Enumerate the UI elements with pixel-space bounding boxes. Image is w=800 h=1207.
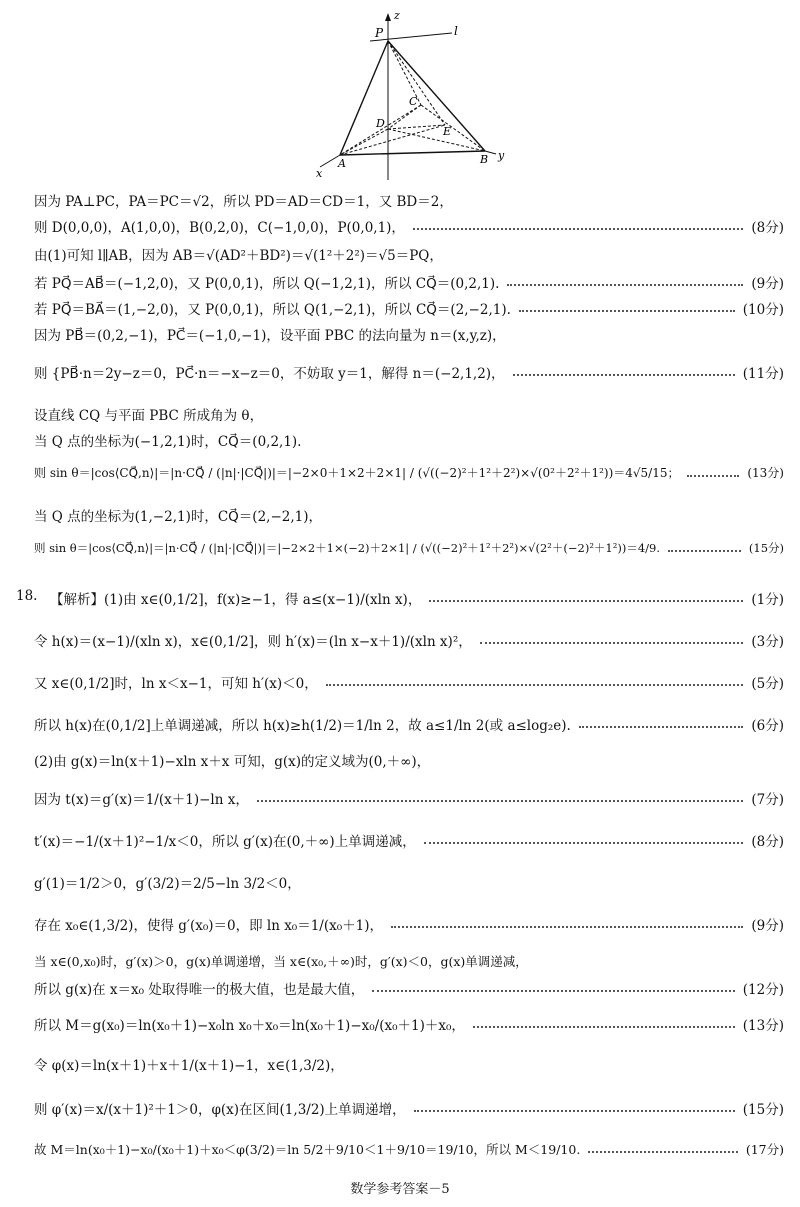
leader-dots xyxy=(424,842,744,844)
solution-line: 当 Q 点的坐标为(1,−2,1)时，CQ⃗＝(2,−2,1)， xyxy=(34,509,322,525)
score: (6分) xyxy=(751,718,784,734)
label-B: B xyxy=(480,153,489,166)
label-z: z xyxy=(394,9,400,22)
score: (12分) xyxy=(742,982,784,998)
label-P: P xyxy=(375,26,384,40)
solution-line: 令 φ(x)＝ln(x＋1)＋x＋1/(x＋1)−1，x∈(1,3/2)， xyxy=(34,1058,344,1074)
solution-line: 当 x∈(0,x₀)时，g′(x)＞0，g(x)单调递增，当 x∈(x₀,＋∞)时，g′(x)＜0，g(x)单调递减， xyxy=(34,954,528,969)
solution-line: t′(x)＝−1/(x＋1)²−1/x＜0，所以 g′(x)在(0,＋∞)上单调递减， (8分) xyxy=(34,830,784,850)
label-x: x xyxy=(316,167,323,180)
score: (15分) xyxy=(748,541,784,555)
solution-line: 则 D(0,0,0)，A(1,0,0)，B(0,2,0)，C(−1,0,0)，P(0,0,1)， (8分) xyxy=(34,216,784,236)
page-footer: 数学参考答案－5 xyxy=(350,1182,450,1197)
score: (13分) xyxy=(747,466,784,480)
score: (17分) xyxy=(745,1142,784,1157)
score: (1分) xyxy=(751,592,784,608)
solution-line: 则 {PB⃗·n＝2y−z＝0，PC⃗·n＝−x−z＝0，不妨取 y＝1，解得 n＝(−2,1,2)， (11分) xyxy=(34,362,784,382)
label-l: l xyxy=(454,24,458,38)
leader-dots xyxy=(507,284,743,286)
score: (8分) xyxy=(751,220,784,236)
leader-dots xyxy=(519,310,735,312)
leader-dots xyxy=(687,475,739,477)
leader-dots xyxy=(513,374,735,376)
leader-dots xyxy=(588,1151,738,1153)
solution-line: 若 PQ⃗＝AB⃗＝(−1,2,0)，又 P(0,0,1)，所以 Q(−1,2,1)，所以 CQ⃗＝(0,2,1). (9分) xyxy=(34,272,784,292)
label-C: C xyxy=(409,95,418,108)
solution-line: 又 x∈(0,1/2]时，ln x＜x−1，可知 h′(x)＜0， (5分) xyxy=(34,672,784,692)
solution-line: 因为 t(x)＝g′(x)＝1/(x＋1)−ln x， (7分) xyxy=(34,788,784,808)
leader-dots xyxy=(257,800,744,802)
solution-line: 存在 x₀∈(1,3/2)，使得 g′(x₀)＝0，即 ln x₀＝1/(x₀＋1)， (9分) xyxy=(34,914,784,934)
solution-line: 故 M＝ln(x₀＋1)−x₀/(x₀＋1)＋x₀＜φ(3/2)＝ln 5/2＋9/10＜1＋9/10＝19/10，所以 M＜19/10. (17分) xyxy=(34,1142,784,1157)
solution-line: 所以 g(x)在 x＝x₀ 处取得唯一的极大值，也是最大值， (12分) xyxy=(34,978,784,998)
solution-line: 所以 M＝g(x₀)＝ln(x₀＋1)−x₀ln x₀＋x₀＝ln(x₀＋1)−x₀/(x₀＋1)＋x₀， (13分) xyxy=(34,1014,784,1034)
leader-dots xyxy=(480,642,744,644)
leader-dots xyxy=(429,600,743,602)
label-y: y xyxy=(498,149,505,162)
solution-line: 若 PQ⃗＝BA⃗＝(1,−2,0)，又 P(0,0,1)，所以 Q(1,−2,1)，所以 CQ⃗＝(2,−2,1). (10分) xyxy=(34,298,784,318)
leader-dots xyxy=(413,228,743,230)
leader-dots xyxy=(414,1110,735,1112)
solution-line: 则 φ′(x)＝x/(x＋1)²＋1＞0，φ(x)在区间(1,3/2)上单调递增， (15分) xyxy=(34,1098,784,1118)
score: (7分) xyxy=(751,792,784,808)
leader-dots xyxy=(326,684,744,686)
score: (10分) xyxy=(742,302,784,318)
solution-line: 当 Q 点的坐标为(−1,2,1)时，CQ⃗＝(0,2,1). xyxy=(34,434,302,450)
solution-line: 则 sin θ＝|cos⟨CQ⃗,n⟩|＝|n·CQ⃗ / (|n|·|CQ⃗|)|＝|−2×2＋1×(−2)＋2×1| / (√((−2)²＋1²＋2²)×√(2²＋(−2)²＋1²))＝4/9. (15分) xyxy=(34,541,784,555)
solution-line: g′(1)＝1/2＞0，g′(3/2)＝2/5−ln 3/2＜0， xyxy=(34,876,301,892)
solution-line: 因为 PB⃗＝(0,2,−1)，PC⃗＝(−1,0,−1)，设平面 PBC 的法向量为 n＝(x,y,z)， xyxy=(34,328,506,344)
solution-line: 令 h(x)＝(x−1)/(xln x)，x∈(0,1/2]，则 h′(x)＝(ln x−x＋1)/(xln x)²， (3分) xyxy=(34,630,784,650)
solution-line: 则 sin θ＝|cos⟨CQ⃗,n⟩|＝|n·CQ⃗ / (|n|·|CQ⃗|)|＝|−2×0＋1×2＋2×1| / (√((−2)²＋1²＋2²)×√(0²＋2²＋1²))＝4√5/15； (13分) xyxy=(34,466,784,480)
score: (13分) xyxy=(742,1018,784,1034)
leader-dots xyxy=(668,550,741,552)
score: (8分) xyxy=(751,834,784,850)
leader-dots xyxy=(579,726,744,728)
score: (3分) xyxy=(751,634,784,650)
leader-dots xyxy=(372,990,734,992)
solution-line: 由(1)可知 l∥AB，因为 AB＝√(AD²＋BD²)＝√(1²＋2²)＝√5＝PQ， xyxy=(34,248,443,264)
solution-line: 【解析】(1)由 x∈(0,1/2]，f(x)≥−1，得 a≤(x−1)/(xln x)， (1分) xyxy=(50,588,784,608)
tetrahedron-figure xyxy=(300,5,520,180)
score: (15分) xyxy=(742,1102,784,1118)
solution-line: 因为 PA⊥PC，PA＝PC＝√2，所以 PD＝AD＝CD＝1，又 BD＝2， xyxy=(34,194,453,210)
score: (11分) xyxy=(742,366,784,382)
solution-line: 所以 h(x)在(0,1/2]上单调递减，所以 h(x)≥h(1/2)＝1/ln 2，故 a≤1/ln 2(或 a≤log₂e). (6分) xyxy=(34,714,784,734)
score: (5分) xyxy=(751,676,784,692)
leader-dots xyxy=(391,926,743,928)
question-number: 18. xyxy=(16,588,38,604)
solution-line: 设直线 CQ 与平面 PBC 所成角为 θ， xyxy=(34,408,264,424)
label-D: D xyxy=(376,117,385,130)
label-A: A xyxy=(338,157,346,170)
solution-line: (2)由 g(x)＝ln(x＋1)−xln x＋x 可知，g(x)的定义域为(0,＋∞)， xyxy=(34,754,431,770)
score: (9分) xyxy=(751,276,784,292)
leader-dots xyxy=(473,1026,735,1028)
score: (9分) xyxy=(751,918,784,934)
label-E: E xyxy=(443,125,452,138)
